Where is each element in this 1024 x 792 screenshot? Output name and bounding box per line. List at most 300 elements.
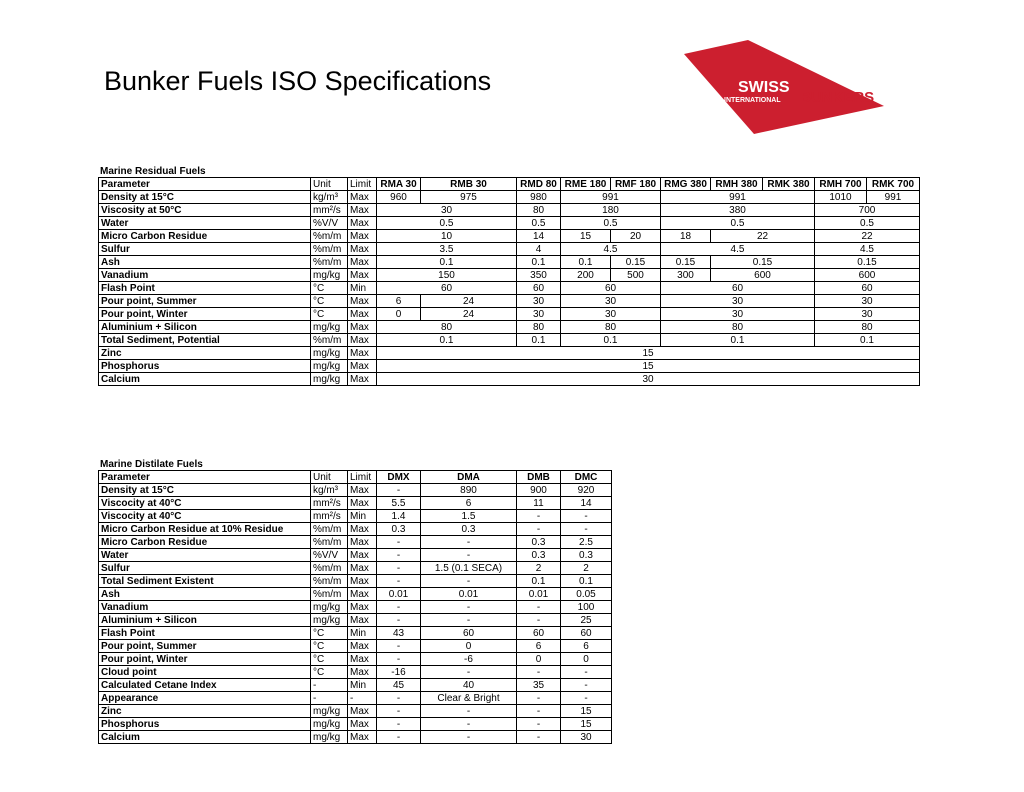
limit-cell: Max	[348, 666, 377, 679]
header-cell: Unit	[311, 471, 348, 484]
table-row	[99, 308, 920, 321]
unit-cell: °C	[311, 640, 348, 653]
value-cell: -	[517, 666, 561, 679]
unit-cell: %m/m	[311, 256, 348, 269]
parameter-cell: Viscosity at 50°C	[99, 204, 311, 217]
value-cell: -	[517, 601, 561, 614]
value-cell: 80	[377, 321, 517, 334]
distillate-fuels-table	[98, 470, 612, 744]
table-row	[99, 549, 612, 562]
table-row	[99, 627, 612, 640]
value-cell: 0.15	[611, 256, 661, 269]
limit-cell: Max	[348, 575, 377, 588]
parameter-cell: Calculated Cetane Index	[99, 679, 311, 692]
parameter-cell: Pour point, Summer	[99, 640, 311, 653]
header-cell: RMB 30	[421, 178, 517, 191]
value-cell: 0	[377, 308, 421, 321]
value-cell: -	[421, 614, 517, 627]
table-row	[99, 705, 612, 718]
value-cell: 60	[517, 627, 561, 640]
unit-cell: -	[311, 679, 348, 692]
value-cell: 0.5	[661, 217, 815, 230]
header-cell: RMH 380	[711, 178, 763, 191]
table-row	[99, 256, 920, 269]
header-cell: Limit	[348, 471, 377, 484]
value-cell: -	[517, 510, 561, 523]
header-cell: RMA 30	[377, 178, 421, 191]
table-row	[99, 497, 612, 510]
value-cell: 80	[815, 321, 920, 334]
unit-cell: °C	[311, 282, 348, 295]
value-cell: 1010	[815, 191, 867, 204]
parameter-cell: Total Sediment Existent	[99, 575, 311, 588]
table-row	[99, 640, 612, 653]
unit-cell: kg/m³	[311, 191, 348, 204]
header-cell: DMC	[561, 471, 612, 484]
parameter-cell: Zinc	[99, 705, 311, 718]
parameter-cell: Density at 15°C	[99, 191, 311, 204]
value-cell: 80	[517, 204, 561, 217]
limit-cell: Max	[348, 549, 377, 562]
value-cell: 0.3	[517, 549, 561, 562]
value-cell: 30	[815, 308, 920, 321]
header-cell: RMG 380	[661, 178, 711, 191]
value-cell: 100	[561, 601, 612, 614]
value-cell: 0	[421, 640, 517, 653]
logo-bunkers-text: BUNKERS	[800, 89, 875, 106]
unit-cell: °C	[311, 653, 348, 666]
parameter-cell: Pour point, Winter	[99, 308, 311, 321]
value-cell: 30	[517, 295, 561, 308]
table-row	[99, 588, 612, 601]
table-row	[99, 666, 612, 679]
value-cell: 4.5	[661, 243, 815, 256]
value-cell: 20	[611, 230, 661, 243]
header-cell: RMK 380	[763, 178, 815, 191]
value-cell: 980	[517, 191, 561, 204]
limit-cell: Max	[348, 334, 377, 347]
value-cell: 0.3	[561, 549, 612, 562]
value-cell: 80	[561, 321, 661, 334]
limit-cell: Max	[348, 562, 377, 575]
value-cell: 15	[561, 705, 612, 718]
value-cell: 22	[711, 230, 815, 243]
value-cell: -	[377, 718, 421, 731]
value-cell: 2	[561, 562, 612, 575]
parameter-cell: Zinc	[99, 347, 311, 360]
value-cell: 350	[517, 269, 561, 282]
table-row	[99, 731, 612, 744]
value-cell: -	[377, 692, 421, 705]
value-cell: 6	[421, 497, 517, 510]
value-cell: 0.5	[815, 217, 920, 230]
unit-cell: %m/m	[311, 562, 348, 575]
table-row	[99, 321, 920, 334]
parameter-cell: Pour point, Winter	[99, 653, 311, 666]
parameter-cell: Sulfur	[99, 243, 311, 256]
unit-cell: mg/kg	[311, 373, 348, 386]
unit-cell: mg/kg	[311, 269, 348, 282]
value-cell: 2	[517, 562, 561, 575]
unit-cell: °C	[311, 666, 348, 679]
value-cell: 30	[661, 295, 815, 308]
value-cell: 30	[661, 308, 815, 321]
value-cell: 0.3	[377, 523, 421, 536]
value-cell: -	[421, 666, 517, 679]
table-row	[99, 334, 920, 347]
value-cell: 300	[661, 269, 711, 282]
unit-cell: %m/m	[311, 523, 348, 536]
value-cell: -	[421, 718, 517, 731]
parameter-cell: Aluminium + Silicon	[99, 614, 311, 627]
value-cell: 14	[517, 230, 561, 243]
parameter-cell: Viscocity at 40°C	[99, 497, 311, 510]
unit-cell: %m/m	[311, 243, 348, 256]
table-row	[99, 191, 920, 204]
value-cell: -	[377, 484, 421, 497]
value-cell: 11	[517, 497, 561, 510]
value-cell: 15	[377, 360, 920, 373]
limit-cell: Min	[348, 282, 377, 295]
value-cell: 900	[517, 484, 561, 497]
unit-cell: %m/m	[311, 334, 348, 347]
residual-fuels-table	[98, 177, 920, 386]
limit-cell: Max	[348, 191, 377, 204]
limit-cell: Min	[348, 679, 377, 692]
unit-cell: mg/kg	[311, 731, 348, 744]
table-header-row	[99, 178, 920, 191]
value-cell: 2.5	[561, 536, 612, 549]
table-row	[99, 536, 612, 549]
value-cell: -	[377, 536, 421, 549]
value-cell: 80	[661, 321, 815, 334]
value-cell: 975	[421, 191, 517, 204]
value-cell: -	[561, 692, 612, 705]
limit-cell: Max	[348, 718, 377, 731]
header-cell: Parameter	[99, 178, 311, 191]
value-cell: 0.3	[421, 523, 517, 536]
unit-cell: mm²/s	[311, 204, 348, 217]
value-cell: -	[517, 718, 561, 731]
value-cell: -	[517, 614, 561, 627]
distillate-section-title: Marine Distilate Fuels	[100, 459, 203, 470]
value-cell: 30	[377, 373, 920, 386]
value-cell: 18	[661, 230, 711, 243]
value-cell: 60	[661, 282, 815, 295]
parameter-cell: Flash Point	[99, 282, 311, 295]
value-cell: 30	[377, 204, 517, 217]
limit-cell: Max	[348, 484, 377, 497]
value-cell: 30	[561, 731, 612, 744]
unit-cell: %V/V	[311, 217, 348, 230]
header-cell: RME 180	[561, 178, 611, 191]
value-cell: -	[377, 601, 421, 614]
unit-cell: °C	[311, 627, 348, 640]
value-cell: 380	[661, 204, 815, 217]
unit-cell: mg/kg	[311, 347, 348, 360]
logo-international-text: INTERNATIONAL	[724, 97, 781, 104]
limit-cell: Max	[348, 536, 377, 549]
value-cell: -	[517, 692, 561, 705]
value-cell: 0.1	[517, 256, 561, 269]
unit-cell: °C	[311, 308, 348, 321]
value-cell: 60	[517, 282, 561, 295]
value-cell: 0.1	[815, 334, 920, 347]
limit-cell: Max	[348, 523, 377, 536]
limit-cell: -	[348, 692, 377, 705]
unit-cell: mg/kg	[311, 601, 348, 614]
value-cell: 200	[561, 269, 611, 282]
value-cell: 15	[561, 718, 612, 731]
value-cell: 60	[561, 627, 612, 640]
unit-cell: %m/m	[311, 588, 348, 601]
limit-cell: Max	[348, 360, 377, 373]
table-row	[99, 230, 920, 243]
logo-swiss-text: SWISS	[738, 79, 790, 96]
header-cell: RMK 700	[867, 178, 920, 191]
unit-cell: kg/m³	[311, 484, 348, 497]
value-cell: 43	[377, 627, 421, 640]
unit-cell: °C	[311, 295, 348, 308]
value-cell: 45	[377, 679, 421, 692]
value-cell: -	[421, 731, 517, 744]
value-cell: -	[561, 666, 612, 679]
value-cell: 0.1	[561, 256, 611, 269]
header-cell: DMA	[421, 471, 517, 484]
table-row	[99, 204, 920, 217]
header-cell: RMD 80	[517, 178, 561, 191]
limit-cell: Max	[348, 653, 377, 666]
table-row	[99, 679, 612, 692]
value-cell: -	[421, 549, 517, 562]
value-cell: 600	[815, 269, 920, 282]
limit-cell: Max	[348, 601, 377, 614]
value-cell: 4.5	[815, 243, 920, 256]
limit-cell: Max	[348, 614, 377, 627]
parameter-cell: Viscocity at 40°C	[99, 510, 311, 523]
value-cell: 4.5	[561, 243, 661, 256]
limit-cell: Min	[348, 510, 377, 523]
value-cell: -	[377, 640, 421, 653]
value-cell: -	[421, 705, 517, 718]
limit-cell: Max	[348, 256, 377, 269]
value-cell: 0.1	[517, 334, 561, 347]
value-cell: -	[377, 705, 421, 718]
value-cell: 30	[561, 308, 661, 321]
value-cell: 0.3	[517, 536, 561, 549]
table-row	[99, 484, 612, 497]
value-cell: 0.1	[561, 334, 661, 347]
table-row	[99, 562, 612, 575]
value-cell: 30	[517, 308, 561, 321]
table-row	[99, 269, 920, 282]
value-cell: 0.1	[661, 334, 815, 347]
table-row	[99, 217, 920, 230]
value-cell: 30	[561, 295, 661, 308]
parameter-cell: Phosphorus	[99, 360, 311, 373]
value-cell: -	[561, 679, 612, 692]
value-cell: 4	[517, 243, 561, 256]
value-cell: 5.5	[377, 497, 421, 510]
value-cell: 0.15	[815, 256, 920, 269]
table-row	[99, 601, 612, 614]
table-row	[99, 653, 612, 666]
value-cell: 14	[561, 497, 612, 510]
value-cell: -	[421, 601, 517, 614]
limit-cell: Max	[348, 731, 377, 744]
value-cell: 0.5	[517, 217, 561, 230]
value-cell: -	[421, 575, 517, 588]
limit-cell: Max	[348, 295, 377, 308]
parameter-cell: Calcium	[99, 373, 311, 386]
value-cell: 0.5	[561, 217, 661, 230]
value-cell: 1.5	[421, 510, 517, 523]
value-cell: 15	[377, 347, 920, 360]
unit-cell: mm²/s	[311, 497, 348, 510]
limit-cell: Max	[348, 243, 377, 256]
limit-cell: Max	[348, 588, 377, 601]
value-cell: -	[377, 575, 421, 588]
table-row	[99, 243, 920, 256]
unit-cell: mg/kg	[311, 718, 348, 731]
value-cell: 0.1	[517, 575, 561, 588]
value-cell: 700	[815, 204, 920, 217]
limit-cell: Max	[348, 347, 377, 360]
parameter-cell: Phosphorus	[99, 718, 311, 731]
value-cell: 920	[561, 484, 612, 497]
parameter-cell: Aluminium + Silicon	[99, 321, 311, 334]
value-cell: 150	[377, 269, 517, 282]
value-cell: -	[517, 705, 561, 718]
unit-cell: mg/kg	[311, 360, 348, 373]
value-cell: 0.15	[711, 256, 815, 269]
value-cell: 0.01	[517, 588, 561, 601]
value-cell: 0.1	[561, 575, 612, 588]
limit-cell: Max	[348, 640, 377, 653]
parameter-cell: Water	[99, 549, 311, 562]
value-cell: 10	[377, 230, 517, 243]
limit-cell: Max	[348, 373, 377, 386]
value-cell: 6	[377, 295, 421, 308]
value-cell: 960	[377, 191, 421, 204]
limit-cell: Max	[348, 217, 377, 230]
table-row	[99, 575, 612, 588]
value-cell: -	[377, 614, 421, 627]
value-cell: 600	[711, 269, 815, 282]
unit-cell: -	[311, 692, 348, 705]
parameter-cell: Ash	[99, 588, 311, 601]
value-cell: Clear & Bright	[421, 692, 517, 705]
table-row	[99, 295, 920, 308]
value-cell: 6	[517, 640, 561, 653]
value-cell: 6	[561, 640, 612, 653]
value-cell: 0.1	[377, 256, 517, 269]
table-row	[99, 523, 612, 536]
table-row	[99, 692, 612, 705]
limit-cell: Max	[348, 497, 377, 510]
parameter-cell: Calcium	[99, 731, 311, 744]
page-title: Bunker Fuels ISO Specifications	[104, 66, 492, 96]
value-cell: 1.4	[377, 510, 421, 523]
value-cell: 0.01	[377, 588, 421, 601]
parameter-cell: Flash Point	[99, 627, 311, 640]
header-cell: Limit	[348, 178, 377, 191]
value-cell: 0	[517, 653, 561, 666]
value-cell: 0.1	[377, 334, 517, 347]
unit-cell: %V/V	[311, 549, 348, 562]
value-cell: -	[561, 510, 612, 523]
header-cell: Parameter	[99, 471, 311, 484]
parameter-cell: Micro Carbon Residue at 10% Residue	[99, 523, 311, 536]
value-cell: 22	[815, 230, 920, 243]
parameter-cell: Micro Carbon Residue	[99, 536, 311, 549]
value-cell: 991	[661, 191, 815, 204]
value-cell: 60	[561, 282, 661, 295]
value-cell: -	[377, 562, 421, 575]
limit-cell: Max	[348, 308, 377, 321]
parameter-cell: Sulfur	[99, 562, 311, 575]
table-row	[99, 718, 612, 731]
value-cell: -	[377, 653, 421, 666]
value-cell: 15	[561, 230, 611, 243]
parameter-cell: Pour point, Summer	[99, 295, 311, 308]
value-cell: -	[421, 536, 517, 549]
table-row	[99, 510, 612, 523]
table-row	[99, 614, 612, 627]
unit-cell: mg/kg	[311, 321, 348, 334]
limit-cell: Max	[348, 705, 377, 718]
table-header-row	[99, 471, 612, 484]
value-cell: 40	[421, 679, 517, 692]
parameter-cell: Appearance	[99, 692, 311, 705]
limit-cell: Min	[348, 627, 377, 640]
unit-cell: %m/m	[311, 575, 348, 588]
value-cell: 24	[421, 308, 517, 321]
table-row	[99, 282, 920, 295]
value-cell: 991	[867, 191, 920, 204]
header-cell: RMF 180	[611, 178, 661, 191]
value-cell: 60	[377, 282, 517, 295]
value-cell: 0.15	[661, 256, 711, 269]
header-cell: DMX	[377, 471, 421, 484]
value-cell: 35	[517, 679, 561, 692]
unit-cell: mg/kg	[311, 705, 348, 718]
value-cell: 1.5 (0.1 SECA)	[421, 562, 517, 575]
value-cell: -	[517, 731, 561, 744]
value-cell: -	[517, 523, 561, 536]
value-cell: 25	[561, 614, 612, 627]
unit-cell: mg/kg	[311, 614, 348, 627]
value-cell: 0	[561, 653, 612, 666]
value-cell: 890	[421, 484, 517, 497]
value-cell: 60	[815, 282, 920, 295]
value-cell: 24	[421, 295, 517, 308]
swiss-bunkers-logo	[684, 40, 884, 140]
value-cell: 991	[561, 191, 661, 204]
parameter-cell: Ash	[99, 256, 311, 269]
table-row	[99, 360, 920, 373]
value-cell: 0.5	[377, 217, 517, 230]
table-row	[99, 347, 920, 360]
value-cell: 30	[815, 295, 920, 308]
value-cell: -	[561, 523, 612, 536]
unit-cell: mm²/s	[311, 510, 348, 523]
value-cell: 0.05	[561, 588, 612, 601]
value-cell: -	[377, 549, 421, 562]
parameter-cell: Total Sediment, Potential	[99, 334, 311, 347]
residual-section-title: Marine Residual Fuels	[100, 166, 206, 177]
parameter-cell: Vanadium	[99, 601, 311, 614]
